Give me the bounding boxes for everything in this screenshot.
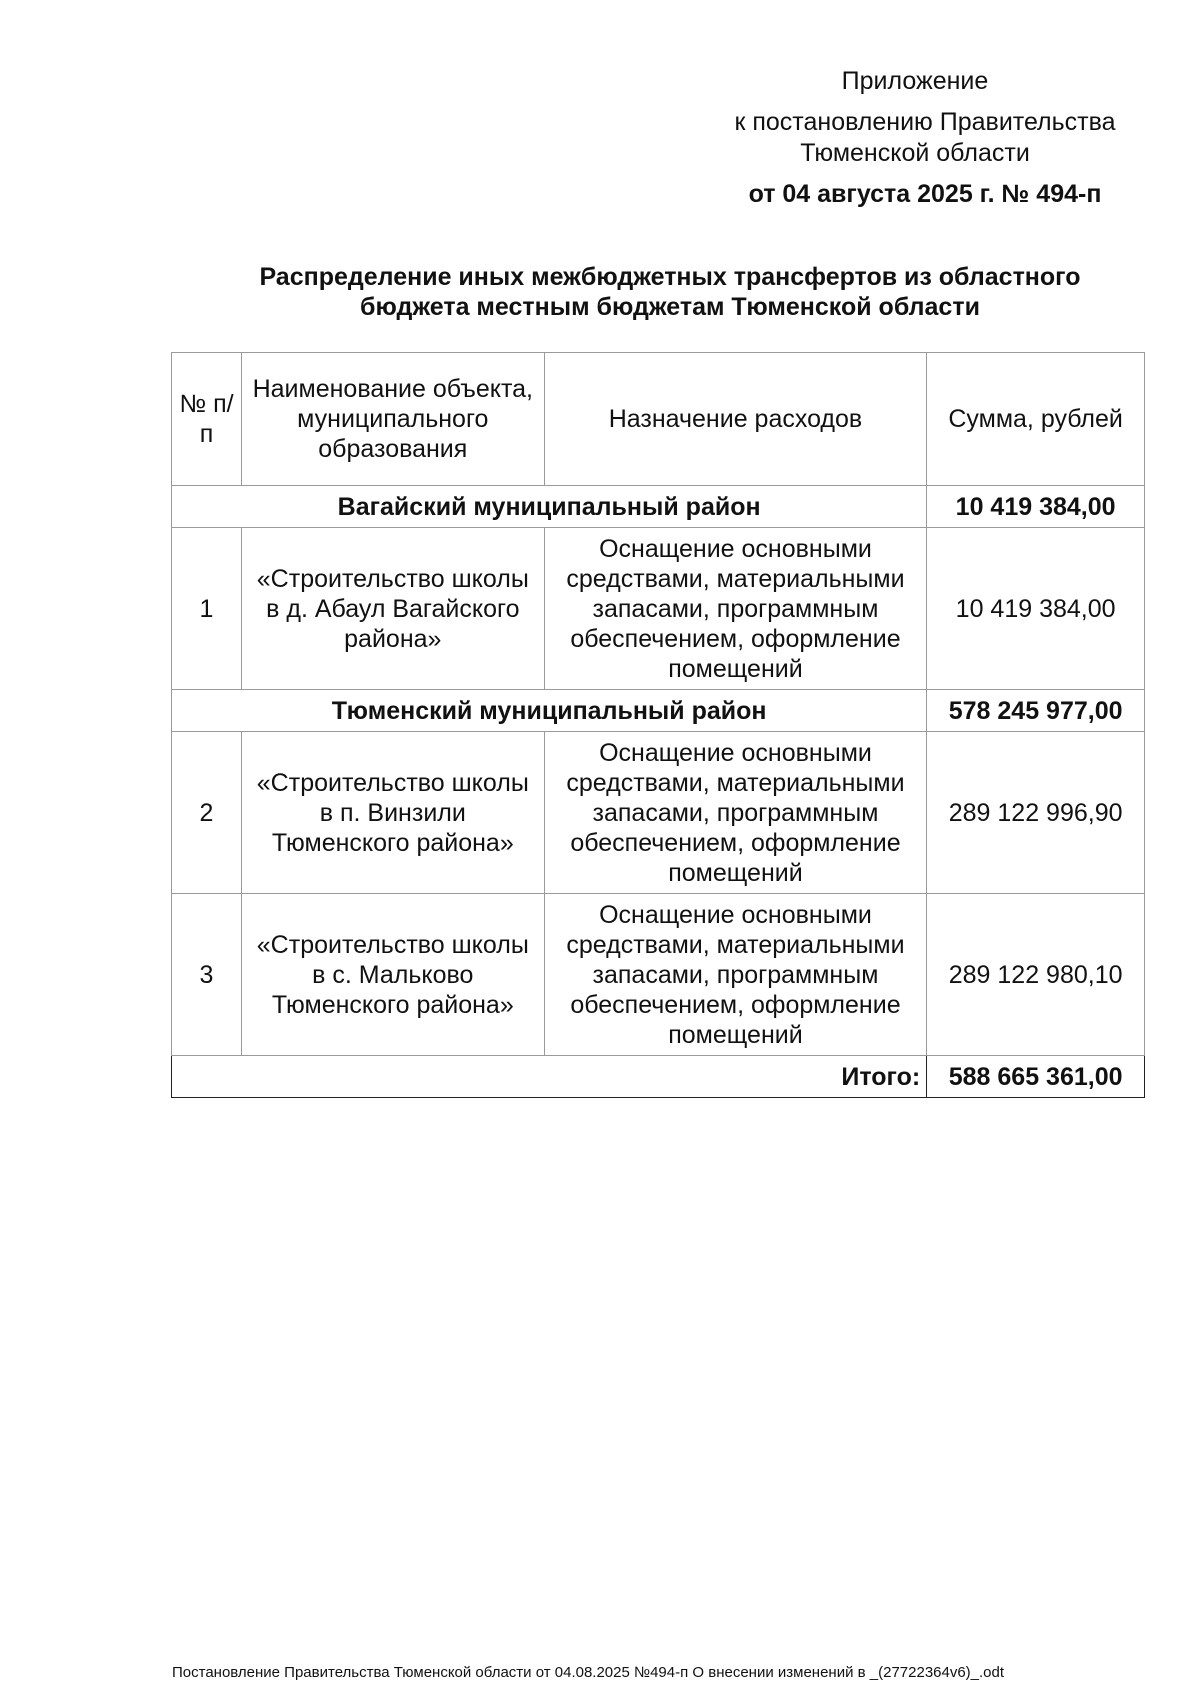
row-purpose: Оснащение основными средствами, материальными запасами, программным обеспечением, оформление помещений	[544, 528, 927, 690]
total-sum: 588 665 361,00	[927, 1056, 1145, 1098]
appendix-header	[690, 66, 1140, 210]
row-purpose: Оснащение основными средствами, материальными запасами, программным обеспечением, оформление помещений	[544, 732, 927, 894]
row-object: «Строительство школы в с. Мальково Тюменского района»	[241, 894, 544, 1056]
document-title-line-1: Распределение иных межбюджетных трансфертов из областного	[259, 263, 1081, 291]
row-object: «Строительство школы в д. Абаул Вагайского района»	[241, 528, 544, 690]
appendix-label: Приложение	[841, 67, 989, 95]
table-row	[172, 528, 1145, 690]
document-title-line-2: бюджета местным бюджетам Тюменской области	[360, 293, 980, 321]
appendix-date: от 04 августа 2025 г. № 494-п	[748, 180, 1102, 208]
total-label: Итого:	[172, 1056, 927, 1098]
transfers-table	[171, 352, 1145, 1098]
page-footer: Постановление Правительства Тюменской области от 04.08.2025 №494-п О внесении изменений в _(27722364v6)_.odt	[172, 1664, 1005, 1681]
district-sum: 578 245 977,00	[927, 690, 1145, 732]
district-sum: 10 419 384,00	[927, 486, 1145, 528]
row-sum: 289 122 980,10	[927, 894, 1145, 1056]
header-number: № п/п	[172, 353, 242, 486]
district-name: Вагайский муниципальный район	[172, 486, 927, 528]
district-row	[172, 486, 1145, 528]
row-number: 3	[172, 894, 242, 1056]
header-sum: Сумма, рублей	[927, 353, 1145, 486]
appendix-resolution-line: к постановлению Правительства	[734, 108, 1116, 136]
header-object: Наименование объекта, муниципального образования	[241, 353, 544, 486]
row-purpose: Оснащение основными средствами, материальными запасами, программным обеспечением, оформление помещений	[544, 894, 927, 1056]
row-number: 2	[172, 732, 242, 894]
table-row	[172, 732, 1145, 894]
document-title	[170, 262, 1170, 322]
total-row	[172, 1056, 1145, 1098]
table-row	[172, 894, 1145, 1056]
row-sum: 10 419 384,00	[927, 528, 1145, 690]
appendix-region-line: Тюменской области	[800, 139, 1030, 167]
table-header-row	[172, 353, 1145, 486]
row-object: «Строительство школы в п. Винзили Тюменского района»	[241, 732, 544, 894]
district-name: Тюменский муниципальный район	[172, 690, 927, 732]
header-purpose: Назначение расходов	[544, 353, 927, 486]
row-number: 1	[172, 528, 242, 690]
district-row	[172, 690, 1145, 732]
row-sum: 289 122 996,90	[927, 732, 1145, 894]
